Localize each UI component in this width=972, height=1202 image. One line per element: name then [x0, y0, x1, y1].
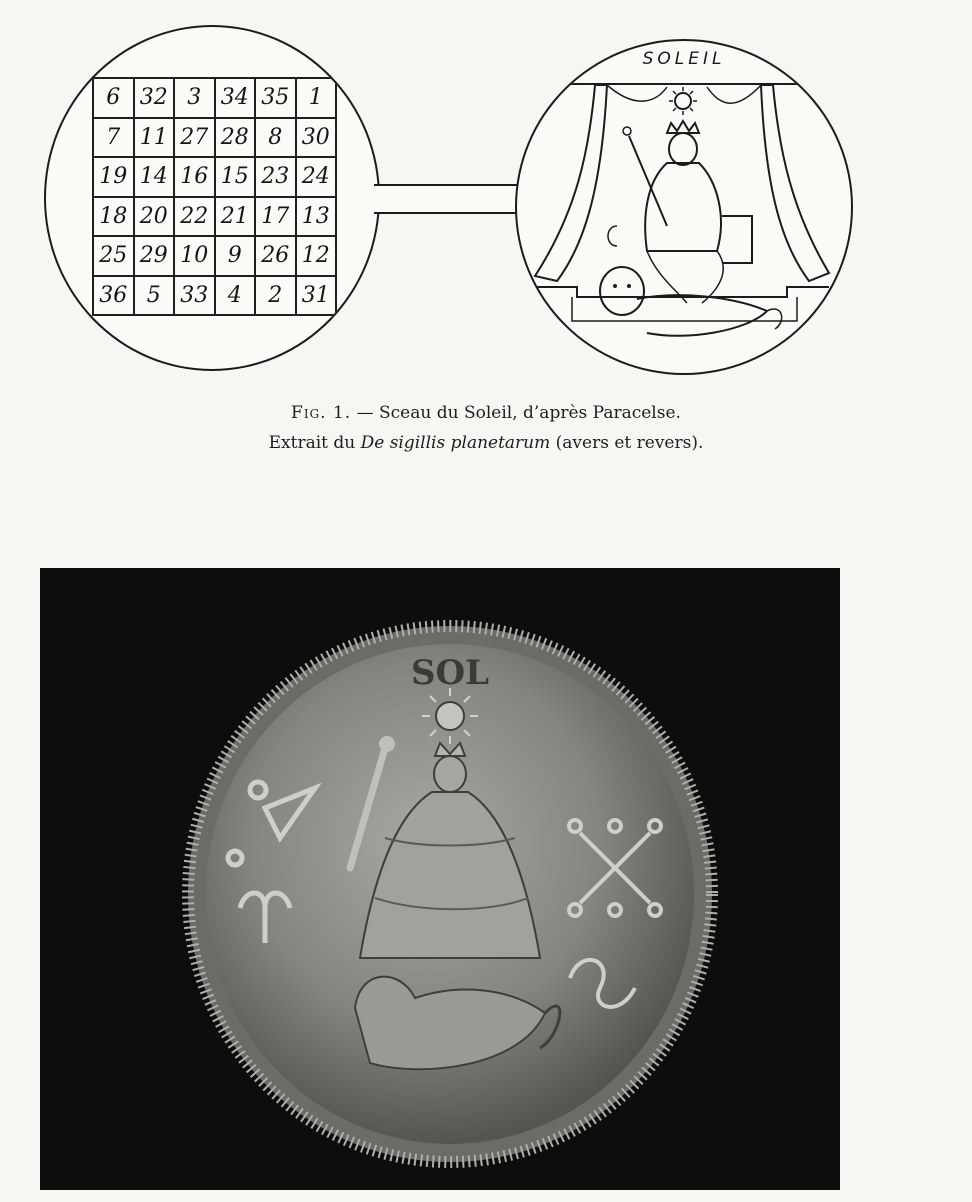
magic-square-cell: 34 [215, 78, 256, 118]
magic-square-cell: 9 [215, 236, 256, 276]
caption-line-2 [0, 428, 972, 458]
magic-square-cell: 28 [215, 118, 256, 158]
magic-square-cell: 18 [93, 197, 134, 237]
magic-square-cell: 23 [255, 157, 296, 197]
magic-square-cell: 14 [134, 157, 175, 197]
magic-square-cell: 29 [134, 236, 175, 276]
caption-prefix: Extrait du [268, 433, 361, 453]
magic-square-cell: 10 [174, 236, 215, 276]
caption-title-text: Sceau du Soleil, d’après Paracelse. [379, 403, 681, 423]
magic-square-cell: 5 [134, 276, 175, 316]
medal-inscription: SOL [410, 653, 490, 693]
magic-square-cell: 21 [215, 197, 256, 237]
figure-number: Fig. 1. [291, 403, 352, 423]
magic-square-cell: 2 [255, 276, 296, 316]
medal-sun [436, 702, 464, 730]
figure-caption [0, 398, 972, 458]
magic-square-cell: 7 [93, 118, 134, 158]
seal-reverse-king [515, 39, 853, 375]
magic-square-cell: 6 [93, 78, 134, 118]
caption-work-title: De sigillis planetarum [360, 433, 551, 453]
magic-square-cell: 1 [296, 78, 337, 118]
magic-square-cell: 3 [174, 78, 215, 118]
magic-square-row [93, 197, 336, 237]
magic-square-cell: 33 [174, 276, 215, 316]
magic-square-cell: 25 [93, 236, 134, 276]
magic-square-cell: 19 [93, 157, 134, 197]
caption-suffix: (avers et revers). [550, 433, 704, 453]
seal-obverse-magic-square [44, 25, 380, 371]
magic-square-cell: 4 [215, 276, 256, 316]
magic-square-table [92, 77, 337, 316]
soleil-label: SOLEIL [642, 49, 726, 69]
magic-square-row [93, 236, 336, 276]
magic-square-cell: 8 [255, 118, 296, 158]
magic-square-cell: 36 [93, 276, 134, 316]
magic-square-cell: 30 [296, 118, 337, 158]
seal-connector-bar [374, 184, 518, 214]
caption-dash: — [351, 403, 380, 423]
magic-square-cell: 27 [174, 118, 215, 158]
magic-square-cell: 35 [255, 78, 296, 118]
caption-line-1 [0, 398, 972, 428]
medal-photograph [40, 568, 840, 1190]
magic-square-cell: 26 [255, 236, 296, 276]
magic-square-row [93, 118, 336, 158]
magic-square-cell: 12 [296, 236, 337, 276]
magic-square-cell: 17 [255, 197, 296, 237]
magic-square-row [93, 157, 336, 197]
medal-image [40, 568, 840, 1190]
magic-square-cell: 31 [296, 276, 337, 316]
magic-square-row [93, 276, 336, 316]
magic-square-cell: 15 [215, 157, 256, 197]
magic-square-row [93, 78, 336, 118]
enthroned-king-drawing [517, 41, 851, 373]
magic-square-cell: 24 [296, 157, 337, 197]
magic-square-cell: 32 [134, 78, 175, 118]
magic-square-cell: 16 [174, 157, 215, 197]
magic-square-cell: 20 [134, 197, 175, 237]
magic-square-cell: 22 [174, 197, 215, 237]
magic-square-cell: 11 [134, 118, 175, 158]
magic-square-cell: 13 [296, 197, 337, 237]
